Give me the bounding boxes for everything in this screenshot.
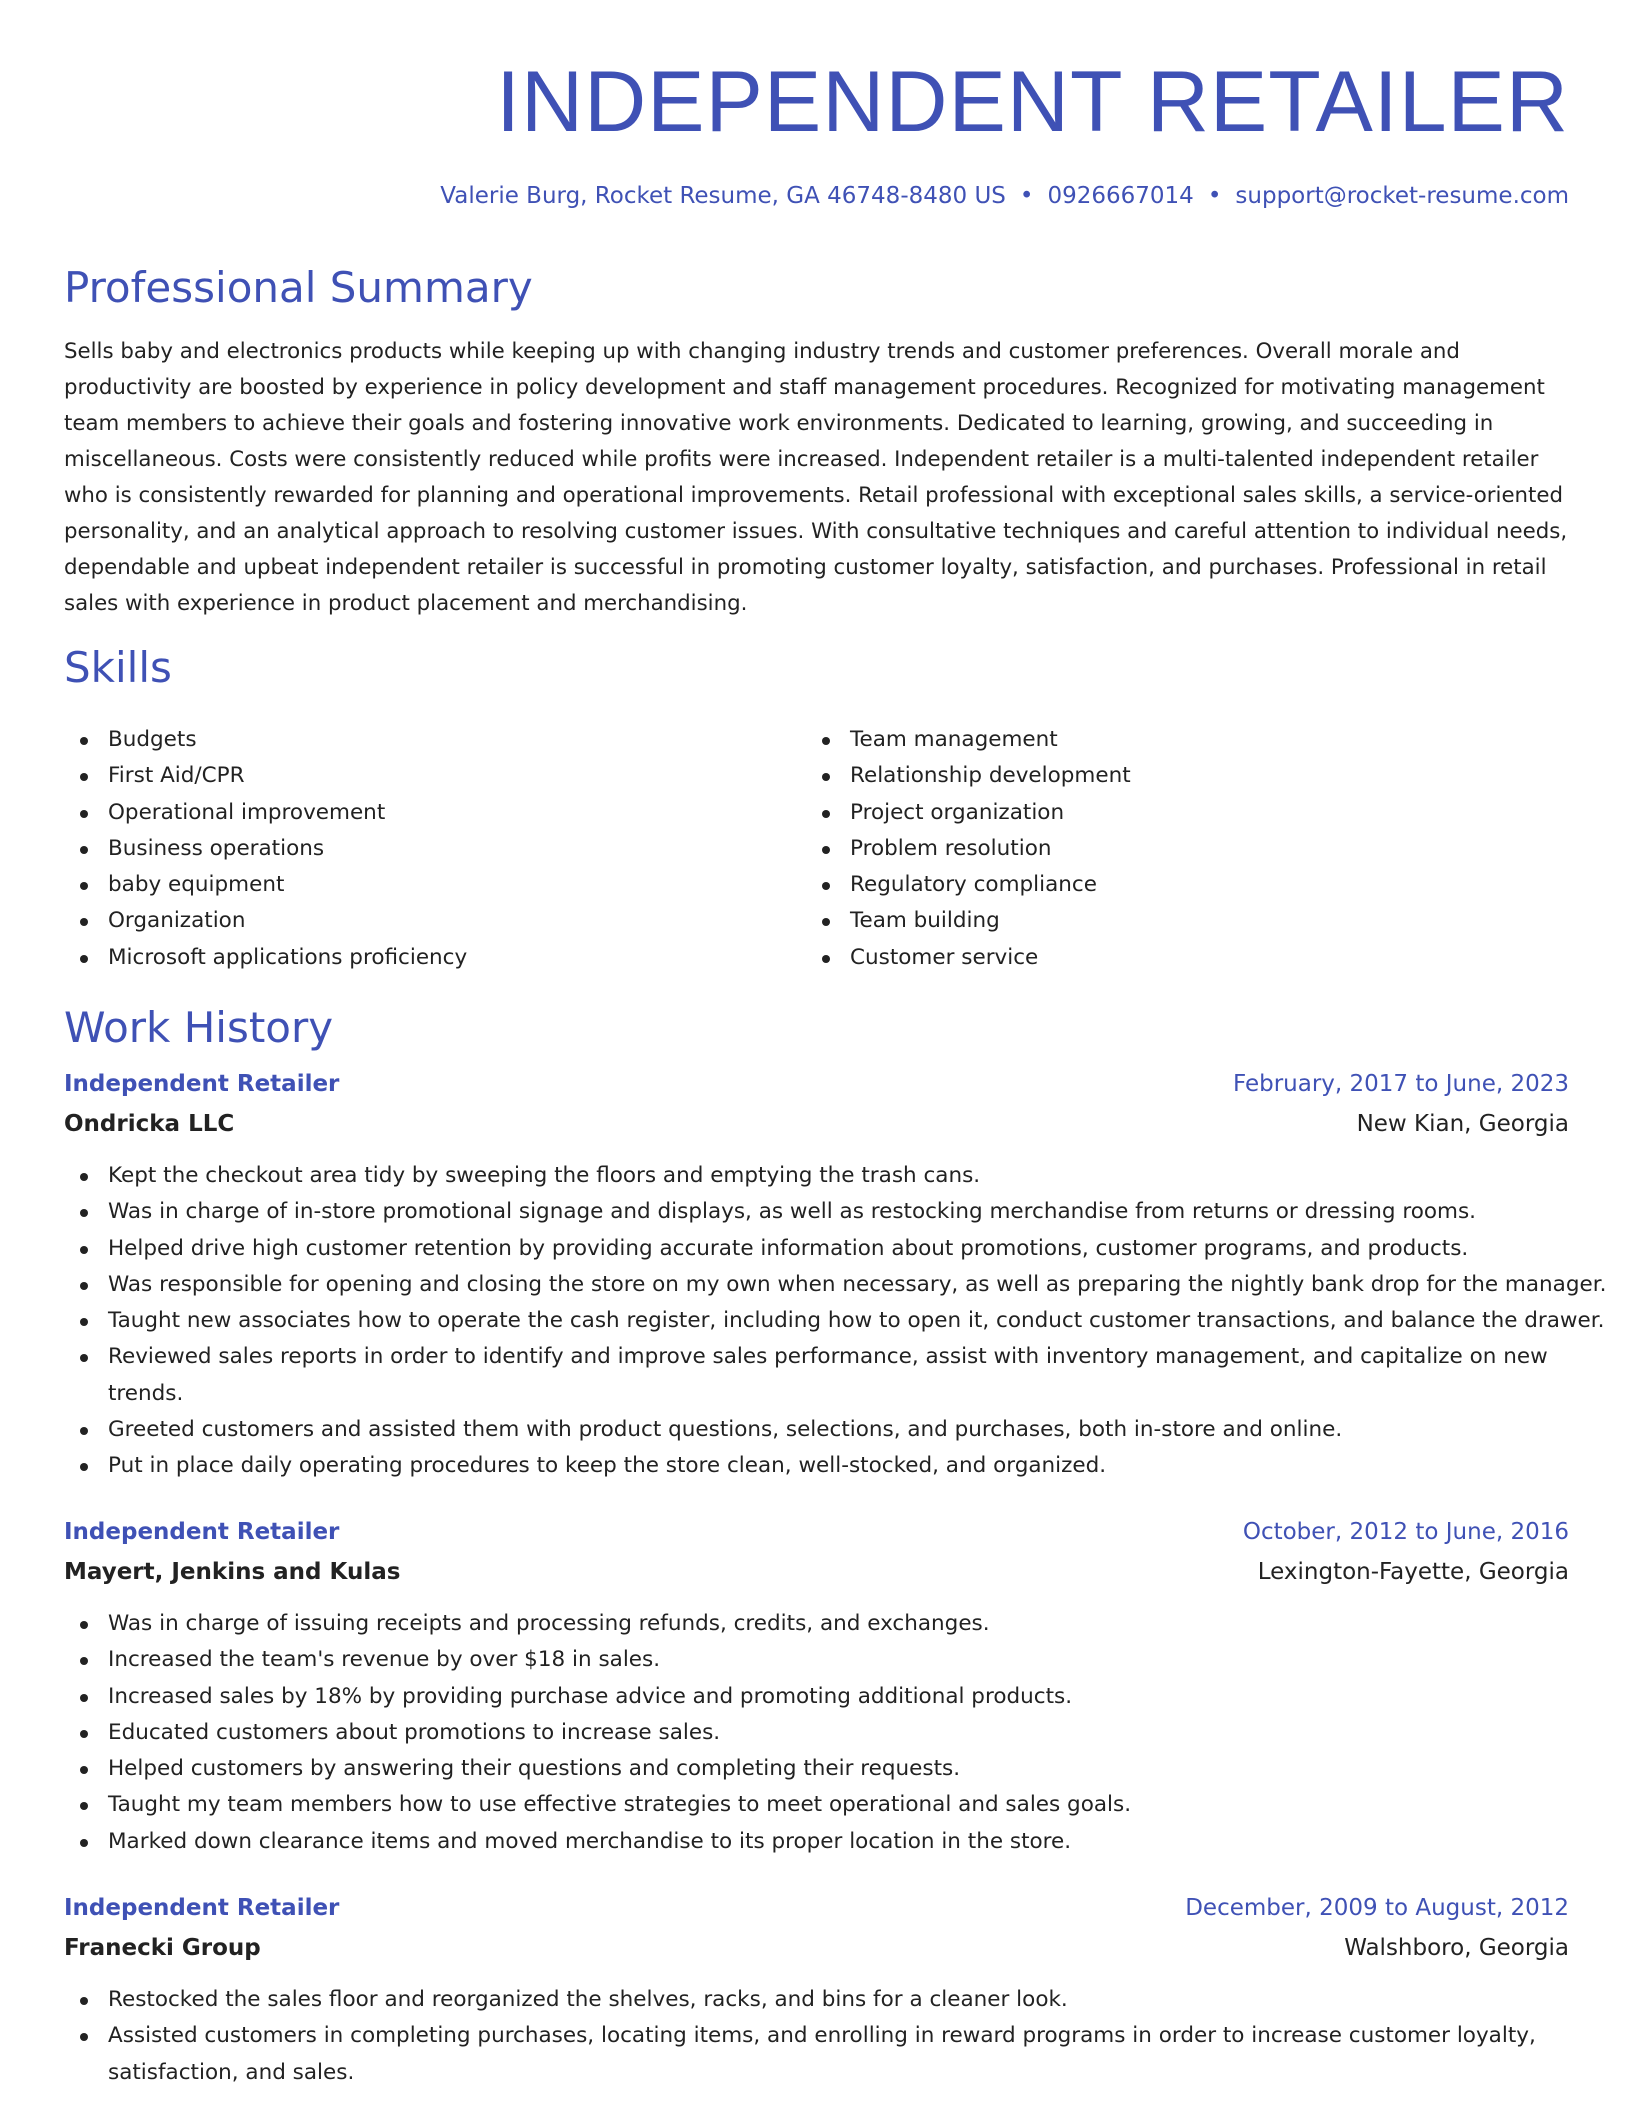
job-location: New Kian, Georgia [1356, 1111, 1569, 1137]
skill-item: Relationship development [806, 758, 1131, 794]
job-company: Mayert, Jenkins and Kulas [64, 1559, 401, 1585]
job-dates: October, 2012 to June, 2016 [1242, 1519, 1569, 1545]
skill-item: Business operations [64, 831, 467, 867]
contact-address: Valerie Burg, Rocket Resume, GA 46748-8480 US [440, 183, 1006, 209]
skill-item: Organization [64, 903, 467, 939]
job-bullet: Educated customers about promotions to increase sales. [64, 1715, 1569, 1751]
skill-item: Customer service [806, 940, 1131, 976]
summary-text: Sells baby and electronics products while keeping up with changing industry trends and customer preferences. Overall morale and productivity are boosted by experience in policy development and staff management procedures. Recognized for motivating management team members to achieve their goals and fostering innovative work environments. Dedicated to learning, growing, and succeeding in miscellaneous. Costs were consistently reduced while profits were increased. Independent retailer is a multi-talented independent retailer who is consistently rewarded for planning and operational improvements. Retail professional with exceptional sales skills, a service-oriented personality, and an analytical approach to resolving customer issues. With consultative techniques and careful attention to individual needs, dependable and upbeat independent retailer is successful in promoting customer loyalty, satisfaction, and purchases. Professional in retail sales with experience in product placement and merchandising. [64, 339, 1568, 616]
contact-email[interactable]: support@rocket-resume.com [1235, 183, 1569, 209]
summary-heading: Professional Summary [64, 263, 533, 312]
skill-item: Budgets [64, 722, 467, 758]
skills-column-left [64, 722, 467, 976]
job-bullet: Increased the team's revenue by over $18 in sales. [64, 1642, 1569, 1678]
job-dates: February, 2017 to June, 2023 [1232, 1071, 1569, 1097]
job-bullet: Marked down clearance items and moved merchandise to its proper location in the store. [64, 1824, 1569, 1860]
job-bullet: Put in place daily operating procedures to keep the store clean, well-stocked, and organized. [64, 1448, 1569, 1484]
job-bullet: Was in charge of issuing receipts and processing refunds, credits, and exchanges. [64, 1606, 1569, 1642]
job-bullet: Helped drive high customer retention by providing accurate information about promotions, customer programs, and products. [64, 1231, 1569, 1267]
skill-item: Microsoft applications proficiency [64, 940, 467, 976]
resume-name: INDEPENDENT RETAILER [496, 54, 1569, 150]
job-bullets [64, 1158, 1607, 1485]
job-bullet: Reviewed sales reports in order to identify and improve sales performance, assist with inventory management, and capitalize on new trends. [64, 1339, 1569, 1412]
job-bullet: Greeted customers and assisted them with product questions, selections, and purchases, both in-store and online. [64, 1412, 1569, 1448]
skills-column-right [806, 722, 1131, 976]
job-bullet: Taught my team members how to use effective strategies to meet operational and sales goals. [64, 1787, 1569, 1823]
job-bullet: Taught new associates how to operate the cash register, including how to open it, conduct customer transactions, and balance the drawer. [64, 1303, 1569, 1339]
job-company: Franecki Group [64, 1935, 261, 1961]
skill-item: Operational improvement [64, 795, 467, 831]
job-bullets [64, 1606, 1569, 1860]
job-bullet: Increased sales by 18% by providing purchase advice and promoting additional products. [64, 1679, 1569, 1715]
skill-item: Project organization [806, 795, 1131, 831]
job-bullet: Kept the checkout area tidy by sweeping the floors and emptying the trash cans. [64, 1158, 1569, 1194]
contact-separator: • [1019, 183, 1034, 209]
skills-heading: Skills [64, 643, 172, 692]
contact-separator: • [1207, 183, 1222, 209]
job-location: Lexington-Fayette, Georgia [1257, 1559, 1569, 1585]
job-title: Independent Retailer [64, 1895, 340, 1921]
work-history-heading: Work History [64, 1003, 334, 1052]
contact-line [440, 180, 1569, 212]
skill-item: Regulatory compliance [806, 867, 1131, 903]
job-bullet: Was responsible for opening and closing the store on my own when necessary, as well as preparing the nightly bank drop for the manager. [64, 1267, 1569, 1303]
skill-item: First Aid/CPR [64, 758, 467, 794]
job-bullet: Restocked the sales floor and reorganized the shelves, racks, and bins for a cleaner look. [64, 1982, 1569, 2018]
contact-phone[interactable]: 0926667014 [1047, 183, 1194, 209]
job-location: Walshboro, Georgia [1344, 1935, 1569, 1961]
job-company: Ondricka LLC [64, 1111, 235, 1137]
skill-item: baby equipment [64, 867, 467, 903]
skill-item: Problem resolution [806, 831, 1131, 867]
skill-item: Team building [806, 903, 1131, 939]
job-title: Independent Retailer [64, 1071, 340, 1097]
job-bullets [64, 1982, 1569, 2091]
job-dates: December, 2009 to August, 2012 [1185, 1895, 1569, 1921]
skill-item: Team management [806, 722, 1131, 758]
job-bullet: Helped customers by answering their questions and completing their requests. [64, 1751, 1569, 1787]
job-bullet: Assisted customers in completing purchases, locating items, and enrolling in reward programs in order to increase customer loyalty, satisfaction, and sales. [64, 2018, 1569, 2091]
job-title: Independent Retailer [64, 1519, 340, 1545]
job-bullet: Was in charge of in-store promotional signage and displays, as well as restocking merchandise from returns or dressing rooms. [64, 1194, 1569, 1230]
